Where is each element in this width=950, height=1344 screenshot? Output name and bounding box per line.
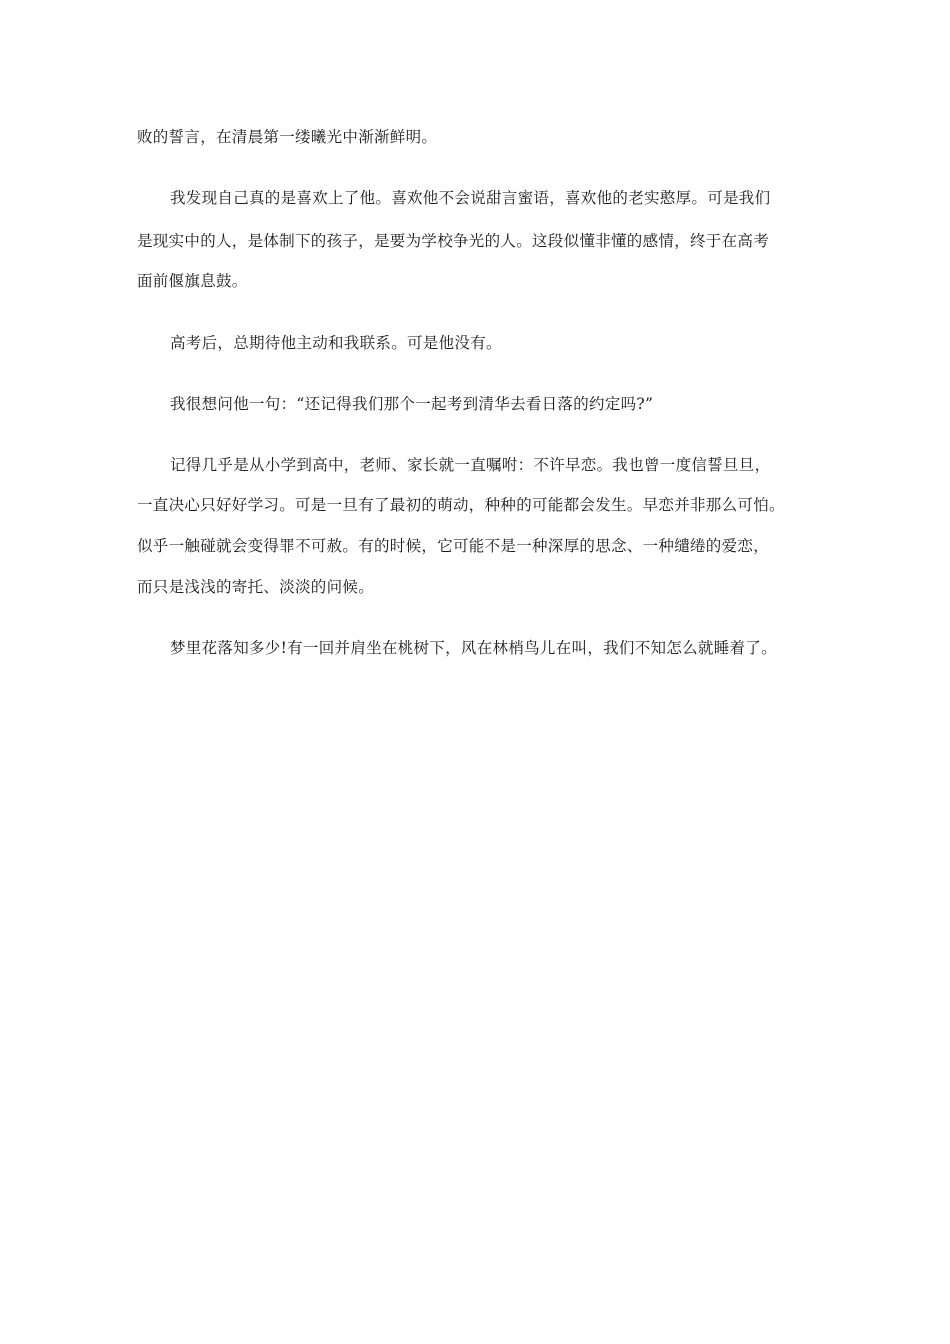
text-line: 面前偃旗息鼓。 bbox=[137, 272, 248, 290]
text-line: 高考后，总期待他主动和我联系。可是他没有。 bbox=[170, 334, 502, 352]
text-line: 而只是浅浅的寄托、淡淡的问候。 bbox=[137, 578, 375, 596]
text-line: 梦里花落知多少!有一回并肩坐在桃树下，风在林梢鸟儿在叫，我们不知怎么就睡着了。 bbox=[170, 639, 777, 657]
text-line: 似乎一触碰就会变得罪不可赦。有的时候，它可能不是一种深厚的思念、一种缱绻的爱恋， bbox=[137, 537, 770, 555]
text-line: 是现实中的人，是体制下的孩子，是要为学校争光的人。这段似懂非懂的感情，终于在高考 bbox=[137, 232, 770, 250]
text-line: 我发现自己真的是喜欢上了他。喜欢他不会说甜言蜜语，喜欢他的老实憨厚。可是我们 bbox=[170, 189, 771, 207]
text-line: 我很想问他一句：“还记得我们那个一起考到清华去看日落的约定吗?” bbox=[170, 395, 654, 413]
text-line: 败的誓言，在清晨第一缕曦光中渐渐鲜明。 bbox=[137, 128, 438, 146]
text-line: 记得几乎是从小学到高中，老师、家长就一直嘱咐：不许早恋。我也曾一度信誓旦旦， bbox=[170, 456, 771, 474]
text-line: 一直决心只好好学习。可是一旦有了最初的萌动，种种的可能都会发生。早恋并非那么可怕。 bbox=[137, 496, 785, 514]
